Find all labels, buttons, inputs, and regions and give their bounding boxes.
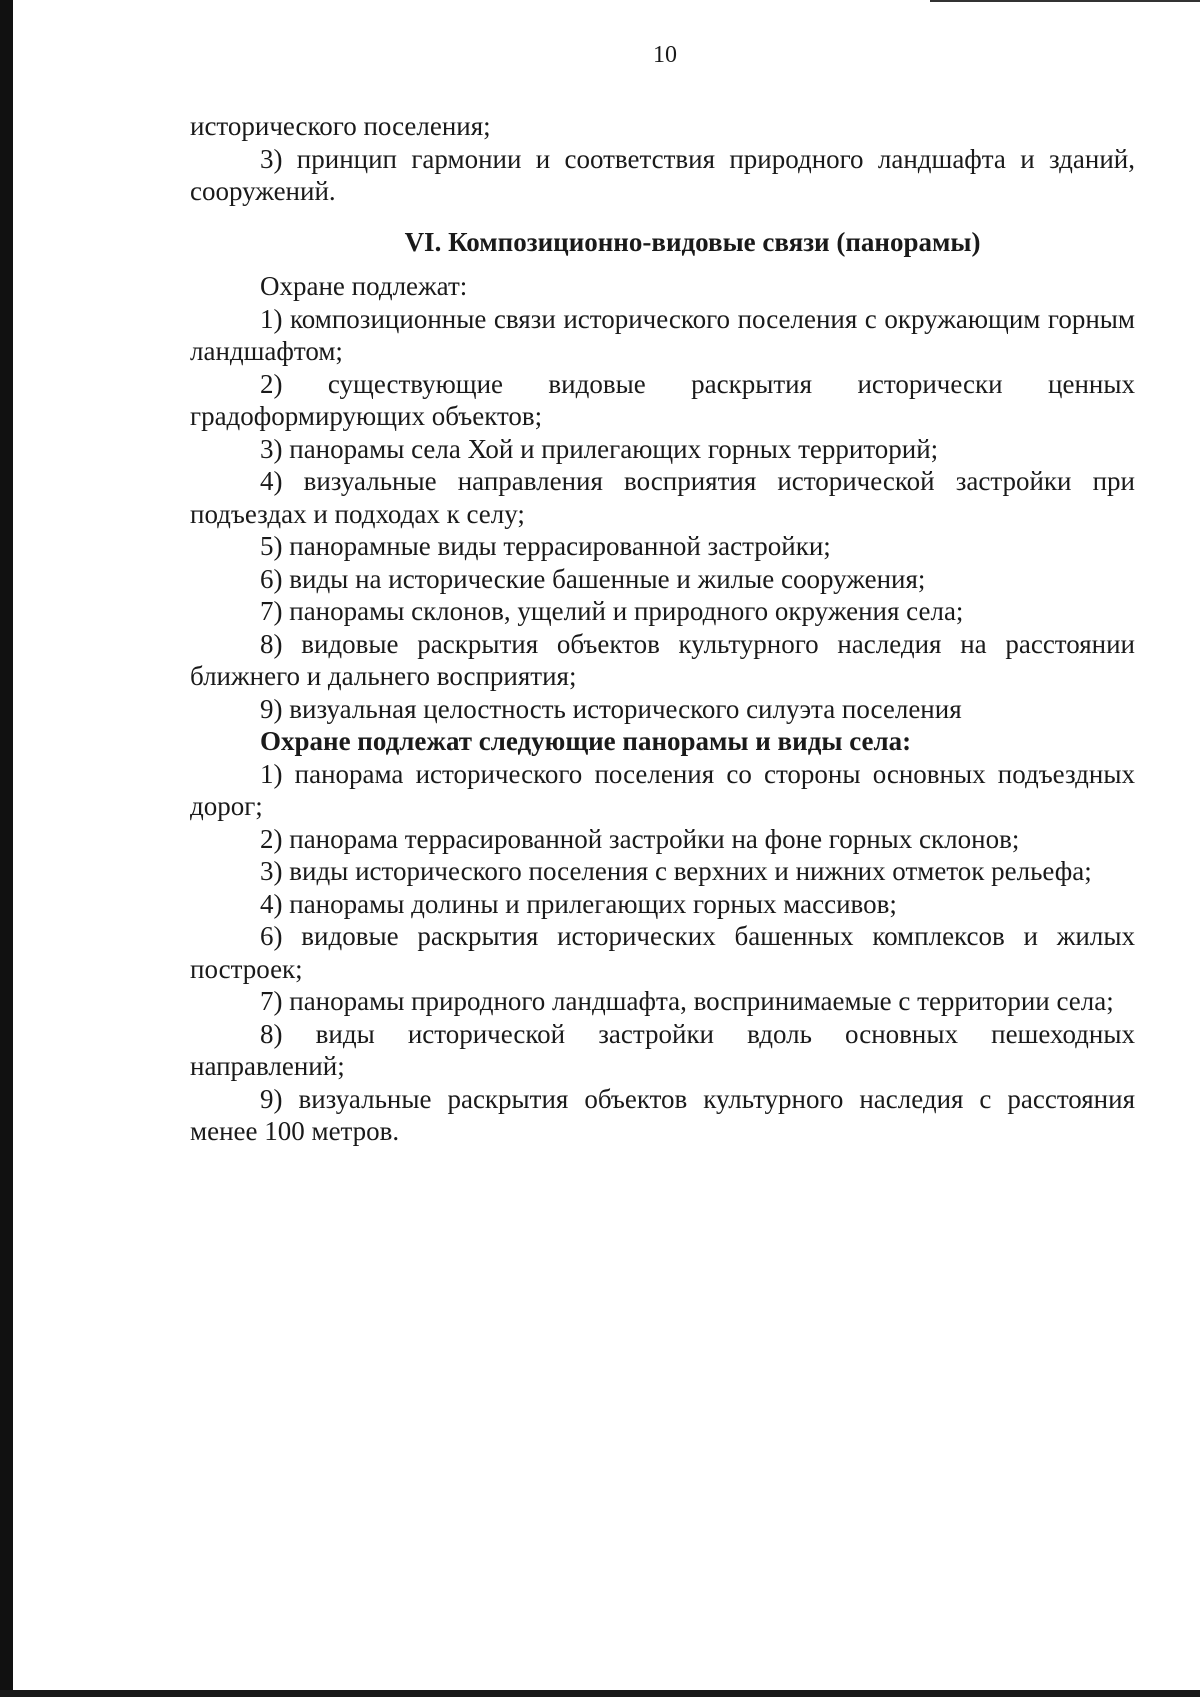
paragraph: 3) принцип гармонии и соответствия природного ландшафта и зданий, сооружений. bbox=[190, 143, 1135, 206]
scan-edge-left bbox=[0, 0, 13, 1697]
list-item: 9) визуальная целостность исторического силуэта поселения bbox=[260, 693, 962, 724]
document-body bbox=[190, 110, 1135, 1148]
list-item: 4) панорамы долины и прилегающих горных массивов; bbox=[260, 888, 897, 919]
list-item: 8) видовые раскрытия объектов культурного наследия на расстоянии ближнего и дальнего восприятия; bbox=[190, 628, 1135, 691]
subheading: Охране подлежат следующие панорамы и виды села: bbox=[260, 726, 912, 756]
paragraph: исторического поселения; bbox=[190, 111, 491, 141]
list-item: 1) панорама исторического поселения со стороны основных подъездных дорог; bbox=[190, 758, 1135, 821]
list-item: 7) панорамы природного ландшафта, воспринимаемые с территории села; bbox=[260, 986, 1114, 1016]
list-item: 9) визуальные раскрытия объектов культурного наследия с расстояния менее 100 метров. bbox=[190, 1083, 1135, 1146]
list-item: 6) видовые раскрытия исторических башенных комплексов и жилых построек; bbox=[190, 921, 1135, 984]
list-item: 6) виды на исторические башенные и жилые сооружения; bbox=[260, 563, 926, 594]
list-item: 7) панорамы склонов, ущелий и природного окружения села; bbox=[260, 596, 964, 626]
section-heading: VI. Композиционно-видовые связи (панорамы) bbox=[404, 226, 981, 257]
list-item: 8) виды исторической застройки вдоль основных пешеходных направлений; bbox=[190, 1018, 1135, 1081]
list-item: 1) композиционные связи исторического поселения с окружающим горным ландшафтом; bbox=[190, 303, 1135, 366]
list-item: 2) существующие видовые раскрытия исторически ценных градоформирующих объектов; bbox=[190, 368, 1135, 431]
list-item: 3) панорамы села Хой и прилегающих горных территорий; bbox=[260, 433, 939, 464]
scan-edge-bottom bbox=[0, 1690, 1200, 1697]
scan-edge-top bbox=[930, 0, 1200, 2]
page-number: 10 bbox=[653, 42, 677, 68]
list-item: 5) панорамные виды террасированной застройки; bbox=[260, 531, 831, 561]
list-item: 3) виды исторического поселения с верхних и нижних отметок рельефа; bbox=[260, 856, 1092, 886]
list-item: 4) визуальные направления восприятия исторической застройки при подъездах и подходах к селу; bbox=[190, 466, 1135, 529]
paragraph: Охране подлежат: bbox=[260, 271, 468, 301]
list-item: 2) панорама террасированной застройки на фоне горных склонов; bbox=[260, 823, 1020, 854]
